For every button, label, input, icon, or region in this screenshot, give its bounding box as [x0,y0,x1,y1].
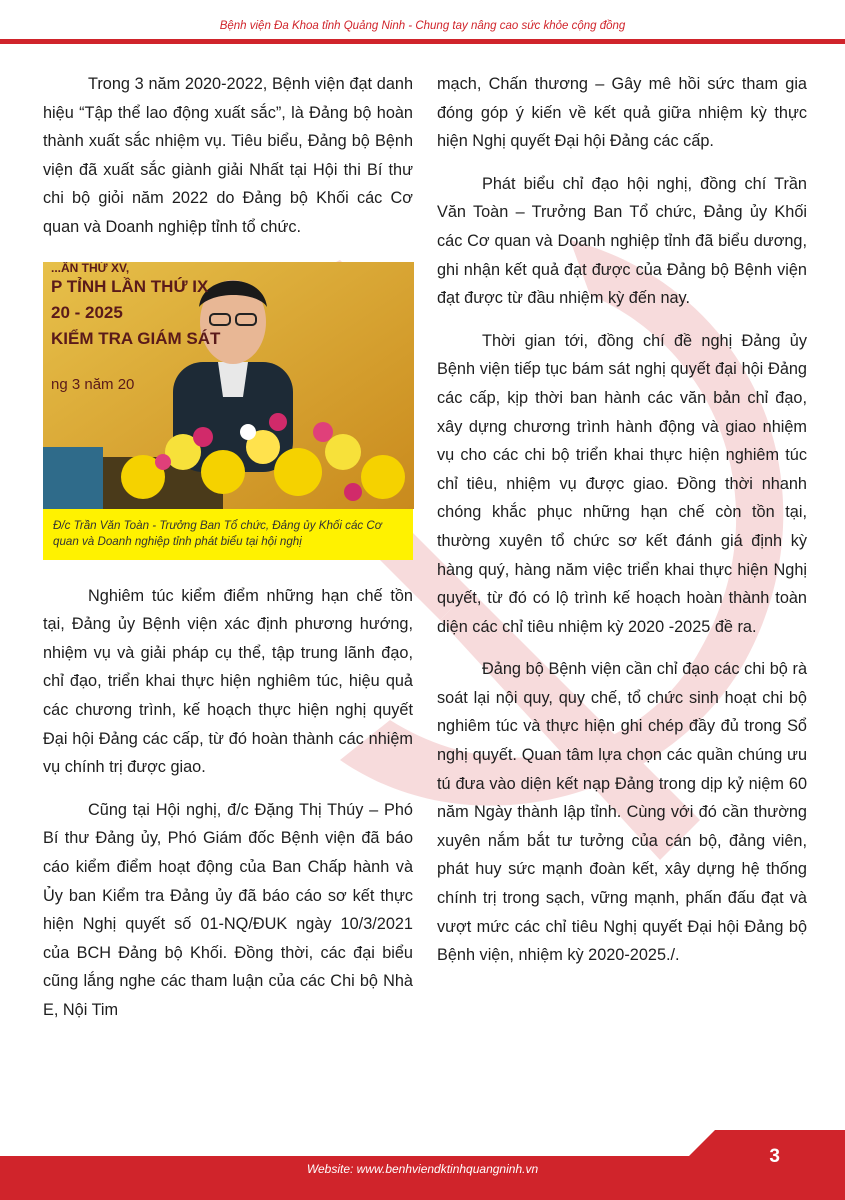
banner-text: ng 3 năm 20 [51,375,135,393]
banner-text: ...ÂN THỨ XV, [51,261,130,275]
page-number: 3 [769,1146,780,1167]
paragraph: Đảng bộ Bệnh viện cần chỉ đạo các chi bộ rà soát lại nội quy, quy chế, tổ chức sinh hoạt chi bộ nghiêm túc và thực hiện ghi chép đầy đủ trong Sổ nghị quyết. Quan tâm lựa chọn các quần chúng ưu tú đưa vào diện kết nạp Đảng trong dịp kỷ niệm 60 năm Ngày thành lập tỉnh. Cùng với đó cần thường xuyên nắm bắt tư tưởng của cán bộ, đảng viên, phát huy sức mạnh đoàn kết, xây dựng hệ thống chính trị trong sạch, vững mạnh, phấn đấu đạt và vượt mức các chỉ tiêu Nghị quyết Đại hội Đảng bộ Bệnh viện, nhiệm kỳ 2020-2025./. [437,660,807,965]
paragraph: Thời gian tới, đồng chí đề nghị Đảng ủy Bệnh viện tiếp tục bám sát nghị quyết đại hội Đảng các cấp, kịp thời ban hành các văn bản chỉ đạo, xây dựng chương trình hành động và giao nhiệm vụ cho các chi bộ triển khai thực hiện nghiêm túc chỉ tiêu, nhiệm vụ được giao. Đồng thời nhanh chóng khắc phục những hạn chế còn tồn tại, thường xuyên tổ chức sơ kết đánh giá định kỳ hàng quý, hàng năm việc triển khai thực hiện Nghị quyết, từ đó có lộ trình kế hoạch hoàn thành toàn diện các chỉ tiêu nhiệm kỳ 2020 -2025 đề ra. [437,331,807,636]
paragraph: mạch, Chấn thương – Gây mê hồi sức tham gia đóng góp ý kiến về kết quả giữa nhiệm kỳ thực hiện Nghị quyết Đại hội Đảng các cấp. [437,75,807,151]
paragraph: Trong 3 năm 2020-2022, Bệnh viện đạt danh hiệu “Tập thể lao động xuất sắc”, là Đảng bộ hoàn thành xuất sắc nhiệm vụ. Tiêu biểu, Đảng bộ Bệnh viện đã xuất sắc giành giải Nhất tại Hội thi Bí thư chi bộ giỏi năm 2022 do Đảng bộ Khối các Cơ quan và Doanh nghiệp tỉnh tổ chức. [43,75,413,236]
paragraph: Cũng tại Hội nghị, đ/c Đặng Thị Thúy – Phó Bí thư Đảng ủy, Phó Giám đốc Bệnh viện đã báo cáo kiểm điểm hoạt động của Ban Chấp hành và Ủy ban Kiểm tra Đảng ủy đã báo cáo sơ kết thực hiện Nghị quyết số 01-NQ/ĐUK ngày 10/3/2021 của BCH Đảng bộ Khối. Đồng thời, các đại biểu cũng lắng nghe các tham luận của các Chi bộ Nhà E, Nội Tim [43,800,413,1019]
running-header: Bệnh viện Đa Khoa tỉnh Quảng Ninh - Chung tay nâng cao sức khỏe cộng đồng [219,20,626,32]
speaker-photo [43,262,414,509]
photo-caption: Đ/c Trần Văn Toàn - Trưởng Ban Tổ chức, Đảng ủy Khối các Cơ quan và Doanh nghiệp tỉnh phát biểu tại hội nghị [43,509,413,560]
banner-text: KIỂM TRA GIÁM SÁT [51,328,221,348]
footer-website: Website: www.benhviendktinhquangninh.vn [306,1162,539,1176]
banner-text: P TỈNH LẦN THỨ IX [51,276,209,296]
paragraph: Phát biểu chỉ đạo hội nghị, đồng chí Trần Văn Toàn – Trưởng Ban Tổ chức, Đảng ủy Khối các Cơ quan và Doanh nghiệp tỉnh đã biểu dương, ghi nhận kết quả đạt được của Đảng bộ Bệnh viện đạt được từ đầu nhiệm kỳ đến nay. [437,174,807,308]
header-rule [0,39,845,44]
left-column [43,70,413,1038]
banner-text: 20 - 2025 [51,302,123,322]
paragraph: Nghiêm túc kiểm điểm những hạn chế tồn tại, Đảng ủy Bệnh viện xác định phương hướng, nhiệm vụ và giải pháp cụ thể, tập trung lãnh đạo, chỉ đạo, triển khai thực hiện nghiêm túc, hiệu quả các chương trình, kế hoạch thực hiện nghị quyết Đại hội Đảng các cấp, từ đó hoàn thành các nhiệm vụ chính trị được giao. [43,586,413,777]
right-column [437,70,807,984]
